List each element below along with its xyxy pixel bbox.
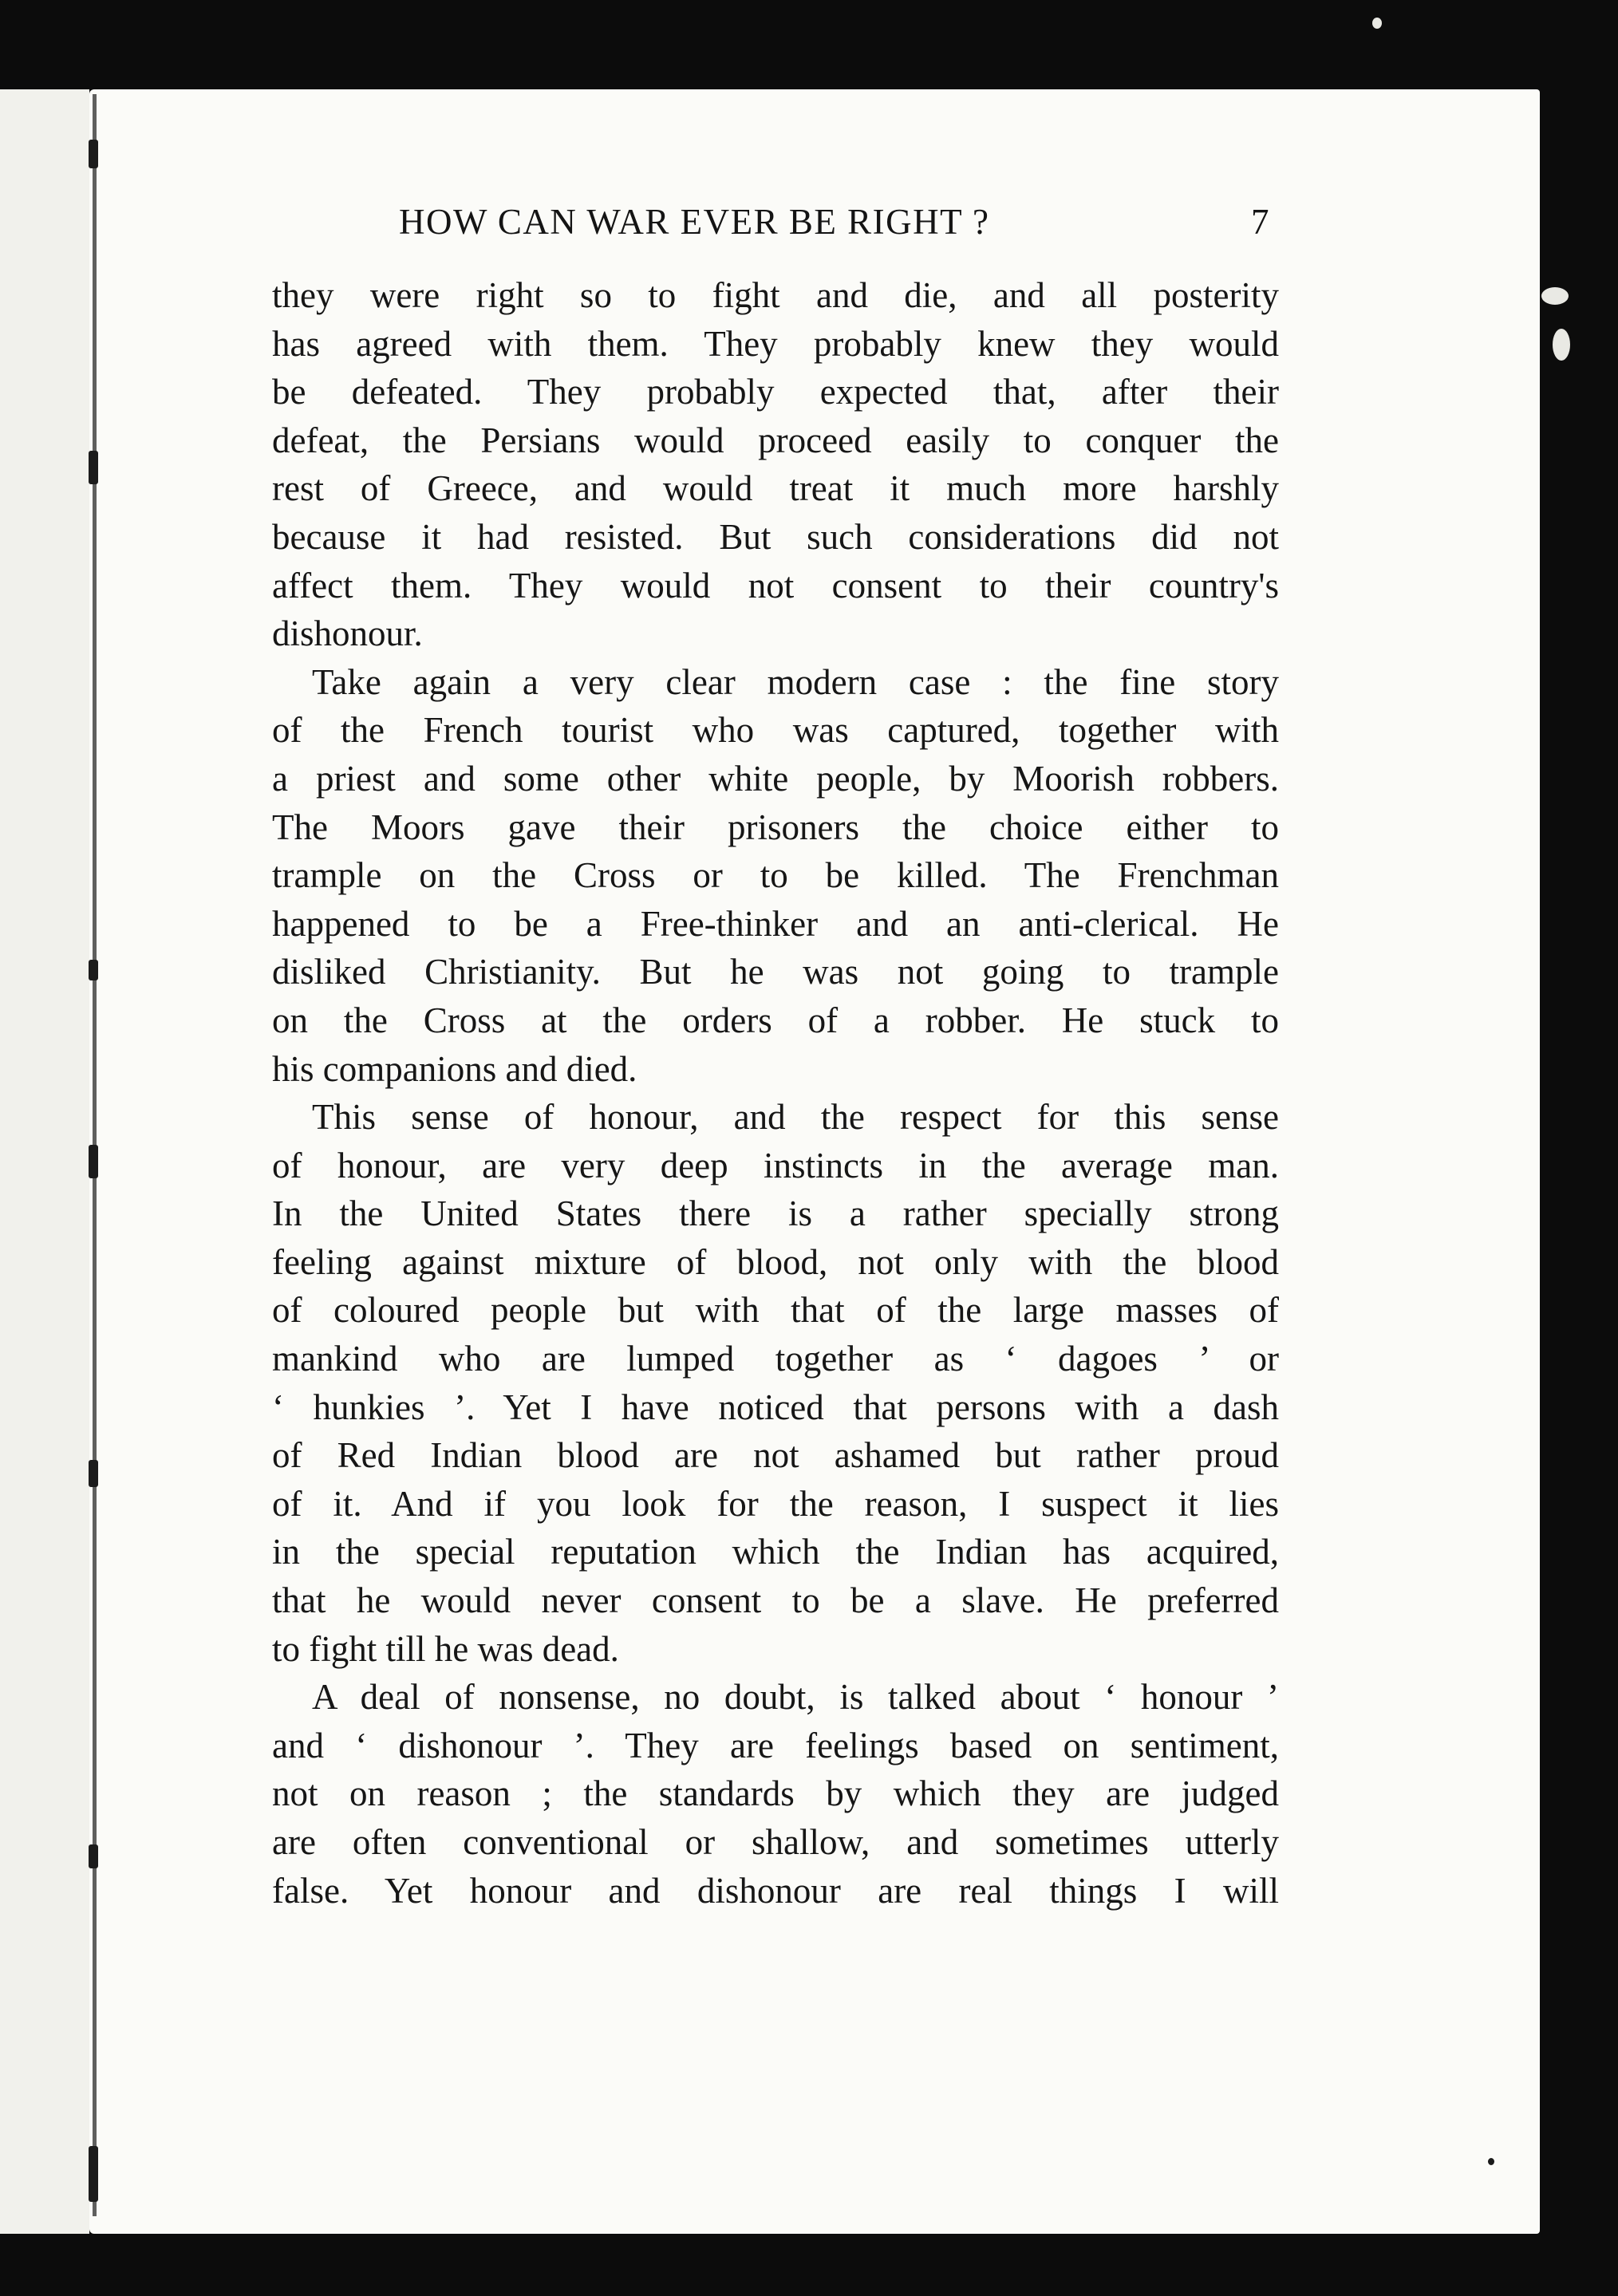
text-line: are often conventional or shallow, and sometimes utterly (272, 1822, 1279, 1862)
text-line: they were right so to fight and die, and all posterity (272, 275, 1279, 315)
text-line: of the French tourist who was captured, together with (272, 710, 1279, 751)
gutter-mark (89, 1844, 98, 1868)
text-line: trample on the Cross or to be killed. The Frenchman (272, 855, 1279, 896)
text-line: affect them. They would not consent to their country's (272, 565, 1279, 606)
text-line: Take again a very clear modern case : the fine story (312, 661, 1279, 702)
text-line: dishonour. (272, 613, 423, 654)
gutter-mark (89, 2146, 98, 2202)
text-line: happened to be a Free-thinker and an anti-clerical. He (272, 903, 1279, 944)
text-line: mankind who are lumped together as ‘ dagoes ’ or (272, 1339, 1279, 1379)
text-line: of honour, are very deep instincts in the average man. (272, 1145, 1279, 1185)
body-text (272, 271, 1279, 1915)
text-line: A deal of nonsense, no doubt, is talked about ‘ honour ’ (312, 1677, 1279, 1718)
text-line: because it had resisted. But such considerations did not (272, 516, 1279, 557)
gutter-mark (89, 1460, 98, 1487)
running-title: HOW CAN WAR EVER BE RIGHT ? (399, 202, 990, 242)
text-line: of coloured people but with that of the large masses of (272, 1290, 1279, 1331)
text-line: rest of Greece, and would treat it much more harshly (272, 468, 1279, 509)
text-line: feeling against mixture of blood, not only with the blood (272, 1241, 1279, 1282)
gutter-mark (89, 960, 98, 980)
scan-speck (1553, 329, 1570, 361)
scan-speck (1372, 18, 1382, 29)
text-line: on the Cross at the orders of a robber. He stuck to (272, 1000, 1279, 1040)
text-line: be defeated. They probably expected that, after their (272, 372, 1279, 412)
text-line: and ‘ dishonour ’. They are feelings based on sentiment, (272, 1725, 1279, 1765)
text-line: of it. And if you look for the reason, I suspect it lies (272, 1483, 1279, 1524)
running-head (399, 201, 1277, 249)
text-line: his companions and died. (272, 1048, 637, 1089)
text-line: ‘ hunkies ’. Yet I have noticed that persons with a dash (272, 1387, 1279, 1427)
text-line: in the special reputation which the Indian has acquired, (272, 1532, 1279, 1572)
text-line: disliked Christianity. But he was not going to trample (272, 952, 1279, 992)
text-line: In the United States there is a rather specially strong (272, 1193, 1279, 1234)
text-line: not on reason ; the standards by which they are judged (272, 1773, 1279, 1814)
gutter-mark (89, 451, 98, 484)
text-line: false. Yet honour and dishonour are real things I will (272, 1870, 1279, 1911)
text-line: This sense of honour, and the respect for this sense (312, 1097, 1279, 1138)
gutter-mark (89, 140, 98, 168)
gutter-mark (89, 1145, 98, 1178)
page-number: 7 (1251, 202, 1270, 242)
text-line: The Moors gave their prisoners the choice either to (272, 807, 1279, 847)
scan-speck (1488, 2158, 1494, 2165)
text-line: has agreed with them. They probably knew they would (272, 323, 1279, 364)
text-line: to fight till he was dead. (272, 1628, 619, 1669)
scan-speck (1541, 287, 1569, 305)
text-line: of Red Indian blood are not ashamed but rather proud (272, 1435, 1279, 1476)
text-line: a priest and some other white people, by Moorish robbers. (272, 758, 1279, 799)
text-line: defeat, the Persians would proceed easily to conquer the (272, 420, 1279, 460)
facing-page-edge (0, 89, 89, 2234)
text-line: that he would never consent to be a slave. He preferred (272, 1580, 1279, 1621)
